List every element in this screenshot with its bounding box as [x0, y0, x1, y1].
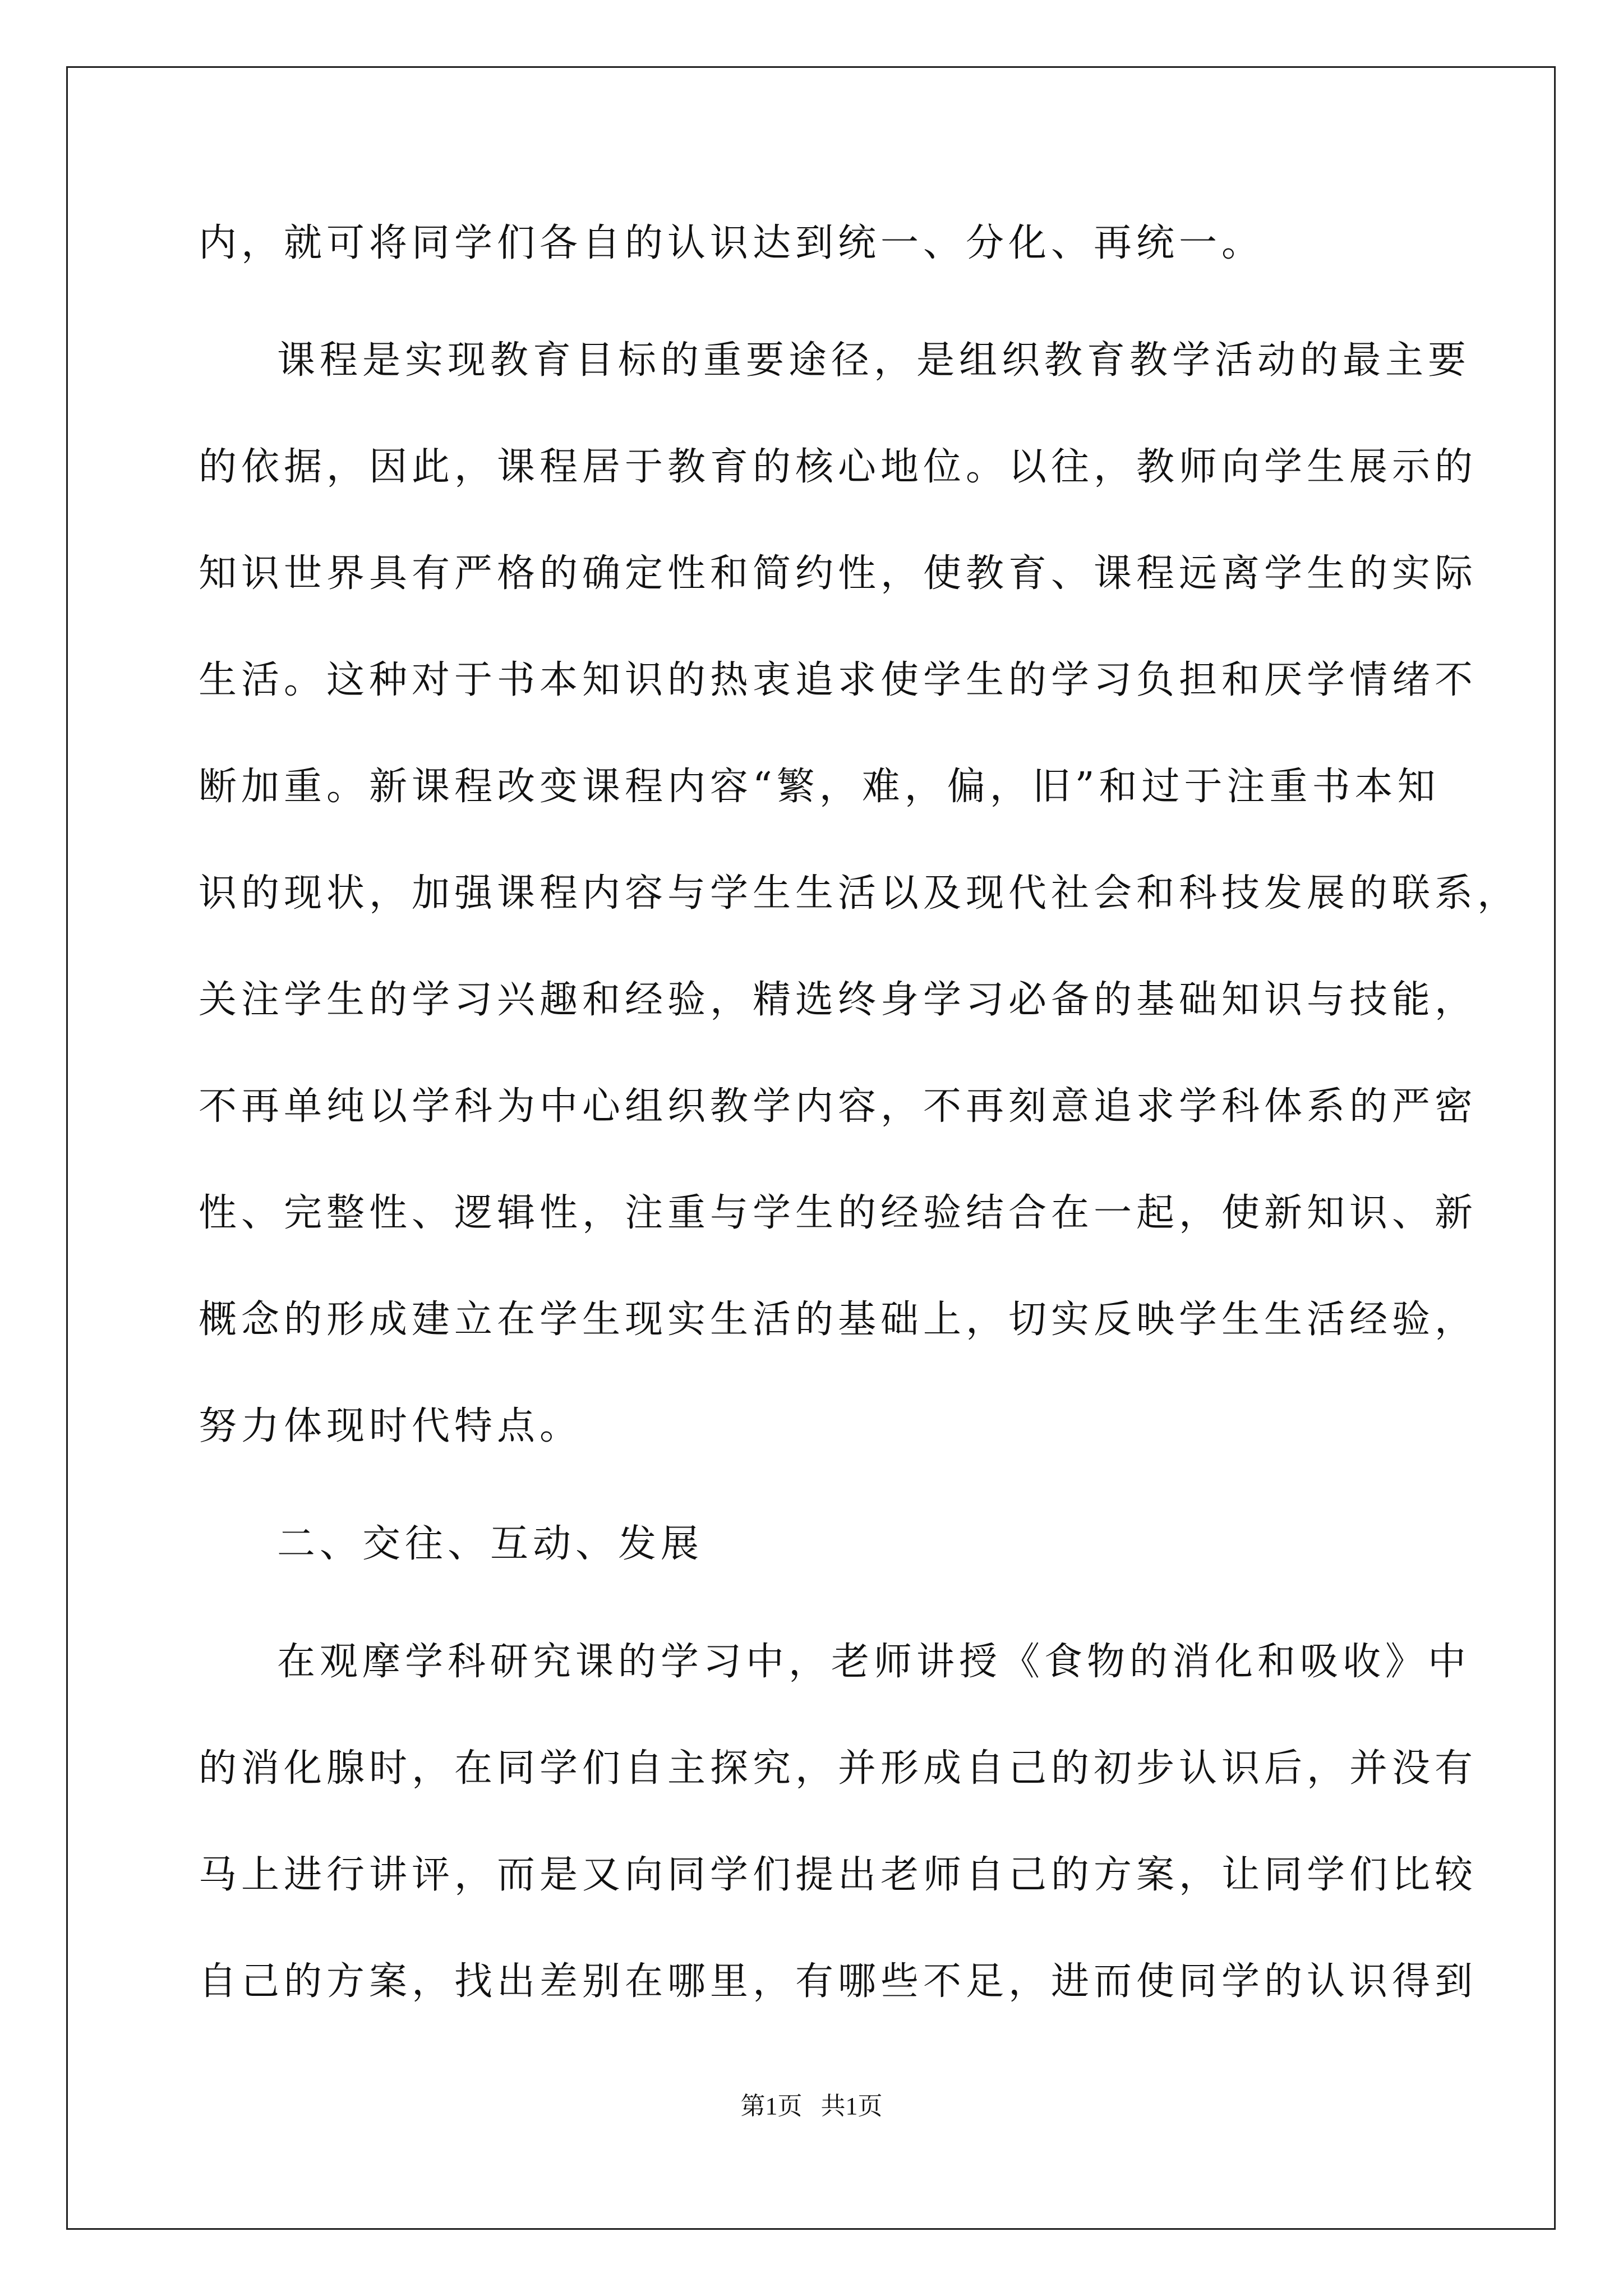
text-line-11: 概念的形成建立在学生现实生活的基础上，切实反映学生生活经验，: [199, 1297, 1478, 1342]
text-line-15: 的消化腺时，在同学们自主探究，并形成自己的初步认识后，并没有: [199, 1746, 1478, 1791]
text-line-10: 性、完整性、逻辑性，注重与学生的经验结合在一起，使新知识、新: [199, 1191, 1478, 1235]
text-line-2: 课程是实现教育目标的重要途径，是组织教育教学活动的最主要: [277, 338, 1471, 383]
text-line-6: 断加重。新课程改变课程内容“繁，难，偏，旧”和过于注重书本知: [199, 765, 1440, 809]
text-line-9: 不再单纯以学科为中心组织教学内容，不再刻意追求学科体系的严密: [199, 1084, 1478, 1129]
text-line-4: 知识世界具有严格的确定性和简约性，使教育、课程远离学生的实际: [199, 551, 1478, 596]
section-heading: 二、交往、互动、发展: [277, 1522, 704, 1566]
text-line-3: 的依据，因此，课程居于教育的核心地位。以往，教师向学生展示的: [199, 445, 1478, 489]
page-number-footer: 第1页 共1页: [740, 2092, 883, 2120]
text-line-7: 识的现状，加强课程内容与学生生活以及现代社会和科技发展的联系，: [199, 871, 1520, 915]
text-line-14: 在观摩学科研究课的学习中，老师讲授《食物的消化和吸收》中: [277, 1640, 1471, 1684]
text-line-8: 关注学生的学习兴趣和经验，精选终身学习必备的基础知识与技能，: [199, 978, 1478, 1022]
text-line-5: 生活。这种对于书本知识的热衷追求使学生的学习负担和厌学情绪不: [199, 658, 1478, 702]
text-line-17: 自己的方案，找出差别在哪里，有哪些不足，进而使同学的认识得到: [199, 1959, 1478, 2004]
text-line-12: 努力体现时代特点。: [199, 1404, 583, 1448]
text-line-1: 内，就可将同学们各自的认识达到统一、分化、再统一。: [199, 221, 1265, 265]
text-line-16: 马上进行讲评，而是又向同学们提出老师自己的方案，让同学们比较: [199, 1853, 1478, 1897]
